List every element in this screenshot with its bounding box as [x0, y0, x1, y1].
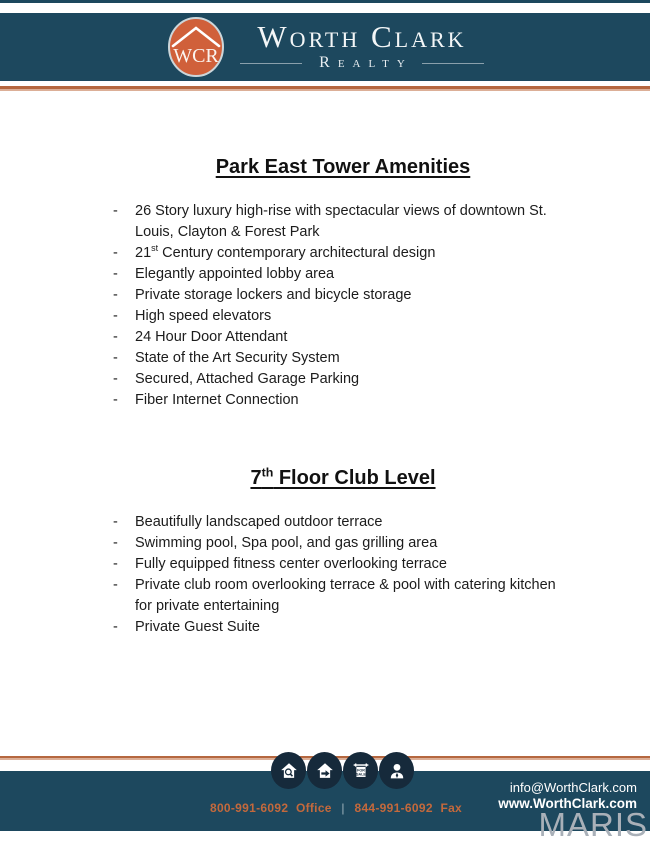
header-copper-rule-light	[0, 89, 650, 91]
list-item	[113, 201, 573, 243]
list-item	[113, 264, 573, 285]
list-item-text: Private storage lockers and bicycle storage	[135, 287, 412, 303]
list-item	[113, 285, 573, 306]
bullet-dash: -	[113, 619, 118, 635]
list-item-text: 21st Century contemporary architectural design	[135, 243, 436, 261]
bullet-dash: -	[113, 287, 118, 303]
bullet-dash: -	[113, 535, 118, 551]
worth-clark-logo	[166, 15, 226, 79]
list-item	[113, 243, 573, 264]
section-title-amenities: Park East Tower Amenities	[215, 156, 471, 178]
list-item-text: Fiber Internet Connection	[135, 392, 299, 408]
list-item	[113, 348, 573, 369]
bullet-dash: -	[113, 371, 118, 387]
header-banner	[0, 13, 650, 81]
list-item	[113, 306, 573, 327]
brand-subtitle: Realty	[319, 54, 413, 71]
amenities-list	[113, 201, 573, 411]
sign-text-for: FOR	[356, 767, 365, 772]
list-item-text: 26 Story luxury high-rise with spectacular views of downtown St. Louis, Clayton & Forest Park	[135, 203, 547, 240]
bullet-dash: -	[113, 392, 118, 408]
list-item-text: Secured, Attached Garage Parking	[135, 371, 360, 387]
wcr-logo-icon	[166, 15, 226, 79]
list-item-text: Elegantly appointed lobby area	[135, 266, 335, 282]
section-title-club-level: 7th Floor Club Level	[250, 465, 436, 489]
list-item-text: State of the Art Security System	[135, 350, 340, 366]
list-item-text: Private Guest Suite	[135, 619, 260, 635]
home-move-icon	[307, 752, 342, 789]
brand-rule-right	[422, 63, 484, 64]
list-item	[113, 369, 573, 390]
list-item-text: Swimming pool, Spa pool, and gas grilling area	[135, 535, 438, 551]
list-item	[113, 554, 573, 575]
office-phone-label: Office	[295, 801, 332, 815]
list-item	[113, 512, 573, 533]
brand-block	[240, 19, 484, 72]
club-level-list	[113, 512, 573, 638]
list-item-text: 24 Hour Door Attendant	[135, 329, 288, 345]
list-item-text: Beautifully landscaped outdoor terrace	[135, 514, 383, 530]
list-item	[113, 390, 573, 411]
bullet-dash: -	[113, 577, 118, 593]
maris-watermark: MARIS	[538, 806, 648, 841]
list-item-text: Private club room overlooking terrace & pool with catering kitchen for private entertaining	[135, 577, 556, 614]
fax-phone-number: 844-991-6092	[354, 801, 433, 815]
list-item-text: Fully equipped fitness center overlooking terrace	[135, 556, 447, 572]
list-item	[113, 575, 573, 617]
brand-subtitle-row	[240, 54, 484, 72]
bullet-dash: -	[113, 329, 118, 345]
logo-monogram: WCR	[173, 45, 219, 67]
bullet-dash: -	[113, 308, 118, 324]
document-content	[0, 155, 573, 638]
bullet-dash: -	[113, 266, 118, 282]
phone-separator: |	[341, 801, 345, 815]
contact-email: info@WorthClark.com	[509, 780, 637, 795]
list-item-text: High speed elevators	[135, 308, 272, 324]
list-item	[113, 533, 573, 554]
list-item	[113, 617, 573, 638]
bullet-dash: -	[113, 203, 118, 219]
bullet-dash: -	[113, 350, 118, 366]
footer-icons	[271, 752, 414, 789]
bullet-dash: -	[113, 514, 118, 530]
top-hairline	[0, 0, 650, 3]
office-phone-number: 800-991-6092	[209, 801, 289, 815]
bullet-dash: -	[113, 245, 118, 261]
fax-phone-label: Fax	[440, 801, 463, 815]
brand-name: Worth Clark	[257, 19, 467, 54]
agent-icon	[379, 752, 414, 789]
home-search-icon	[271, 752, 306, 789]
brand-rule-left	[240, 63, 302, 64]
sign-text-sale: SALE	[355, 772, 366, 777]
bullet-dash: -	[113, 556, 118, 572]
for-sale-sign-icon	[343, 752, 378, 789]
list-item	[113, 327, 573, 348]
contact-website: www.WorthClark.com	[498, 796, 637, 811]
